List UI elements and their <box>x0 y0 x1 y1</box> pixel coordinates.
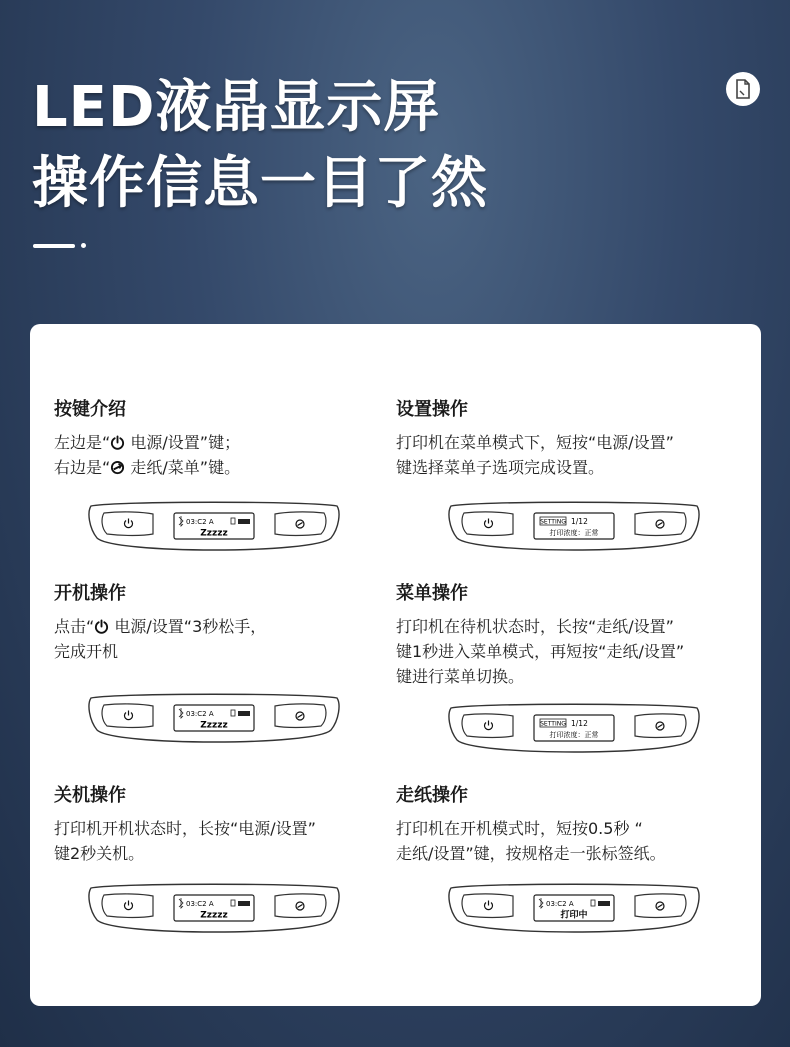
section-1 <box>54 398 394 480</box>
paper-feed-icon <box>110 458 125 477</box>
lcd-bottom-line: 打印中 <box>560 910 588 921</box>
power-button[interactable] <box>462 894 513 918</box>
description-line <box>396 455 736 480</box>
power-button[interactable] <box>102 512 153 536</box>
description-line <box>396 430 736 455</box>
lcd-top-line: 03:C2 A <box>186 900 214 908</box>
display-screen <box>174 705 254 731</box>
title-line-2: 操作信息一目了然 <box>32 151 488 216</box>
display-screen <box>534 513 614 539</box>
text-fragment: 走纸/设置”键，按规格走一张标签纸。 <box>396 844 666 863</box>
display-screen <box>534 715 614 741</box>
section-description <box>396 816 736 866</box>
power-button[interactable] <box>462 512 513 536</box>
text-fragment: 走纸/菜单”键。 <box>125 458 241 477</box>
instruction-card <box>30 324 761 1006</box>
power-icon <box>110 433 125 452</box>
text-fragment: 键2秒关机。 <box>54 844 145 863</box>
lcd-bottom-line: Zzzzz <box>200 910 228 921</box>
text-fragment: 右边是“ <box>54 458 111 477</box>
section-5 <box>54 784 394 866</box>
feed-button[interactable] <box>275 894 326 918</box>
lcd-bottom-line: Zzzzz <box>200 720 228 731</box>
lcd-top-line: 1/12 <box>571 719 588 728</box>
power-icon <box>94 617 109 636</box>
lcd-top-line: 1/12 <box>571 517 588 526</box>
display-screen <box>174 895 254 921</box>
title-underline-dash <box>33 244 75 248</box>
section-title: 开机操作 <box>54 583 126 604</box>
feed-button[interactable] <box>635 714 686 738</box>
section-title: 走纸操作 <box>396 785 468 806</box>
display-screen <box>174 513 254 539</box>
description-line <box>396 841 736 866</box>
section-description <box>396 614 736 689</box>
power-button[interactable] <box>102 704 153 728</box>
section-title: 设置操作 <box>396 399 468 420</box>
feed-button[interactable] <box>635 894 686 918</box>
text-fragment: 打印机开机状态时，长按“电源/设置” <box>54 819 316 838</box>
lcd-setting-label: SETTING <box>540 518 566 526</box>
lcd-bottom-line: 打印浓度：正常 <box>549 731 599 739</box>
lcd-top-line: 03:C2 A <box>186 518 214 526</box>
page-title <box>32 70 488 222</box>
printer-control-panel <box>83 498 345 558</box>
text-fragment: 打印机在菜单模式下，短按“电源/设置” <box>396 433 674 452</box>
description-line <box>54 639 394 664</box>
lcd-top-line: 03:C2 A <box>546 900 574 908</box>
printer-control-panel <box>83 690 345 750</box>
section-title: 关机操作 <box>54 785 126 806</box>
text-fragment: 完成开机 <box>54 642 119 661</box>
battery-icon <box>598 901 610 906</box>
section-6 <box>396 784 736 866</box>
text-fragment: 左边是“ <box>54 433 111 452</box>
text-fragment: 键1秒进入菜单模式，再短按“走纸/设置” <box>396 642 685 661</box>
lcd-bottom-line: Zzzzz <box>200 528 228 539</box>
description-line <box>54 841 394 866</box>
description-line <box>396 816 736 841</box>
printer-control-panel <box>443 880 705 940</box>
lcd-top-line: 03:C2 A <box>186 710 214 718</box>
description-line <box>54 430 394 455</box>
battery-icon <box>238 519 250 524</box>
text-fragment: 电源/设置“3秒松手， <box>109 617 267 636</box>
text-fragment: 打印机在待机状态时，长按“走纸/设置” <box>396 617 674 636</box>
section-title: 按键介绍 <box>54 399 126 420</box>
power-button[interactable] <box>462 714 513 738</box>
display-screen <box>534 895 614 921</box>
section-description <box>54 816 394 866</box>
description-line <box>54 455 394 480</box>
feed-button[interactable] <box>275 512 326 536</box>
printer-control-panel <box>443 498 705 558</box>
battery-icon <box>238 711 250 716</box>
description-line <box>396 639 736 664</box>
lcd-setting-label: SETTING <box>540 720 566 728</box>
title-underline-dot <box>81 243 86 248</box>
description-line <box>396 614 736 639</box>
document-icon[interactable] <box>726 72 760 106</box>
section-2 <box>396 398 736 480</box>
text-fragment: 打印机在开机模式时，短按0.5秒 “ <box>396 819 643 838</box>
feed-button[interactable] <box>635 512 686 536</box>
battery-icon <box>238 901 250 906</box>
feed-button[interactable] <box>275 704 326 728</box>
section-3 <box>54 582 394 664</box>
lcd-bottom-line: 打印浓度：正常 <box>549 529 599 537</box>
text-fragment: 键选择菜单子选项完成设置。 <box>396 458 605 477</box>
text-fragment: 键进行菜单切换。 <box>396 667 525 686</box>
description-line <box>54 816 394 841</box>
section-description <box>54 614 394 664</box>
description-line <box>54 614 394 639</box>
description-line <box>396 664 736 689</box>
section-4 <box>396 582 736 689</box>
printer-control-panel <box>83 880 345 940</box>
section-title: 菜单操作 <box>396 583 468 604</box>
printer-control-panel <box>443 700 705 760</box>
section-description <box>54 430 394 480</box>
title-line-1: LED液晶显示屏 <box>32 75 441 140</box>
section-description <box>396 430 736 480</box>
text-fragment: 点击“ <box>54 617 95 636</box>
power-button[interactable] <box>102 894 153 918</box>
text-fragment: 电源/设置”键； <box>125 433 241 452</box>
